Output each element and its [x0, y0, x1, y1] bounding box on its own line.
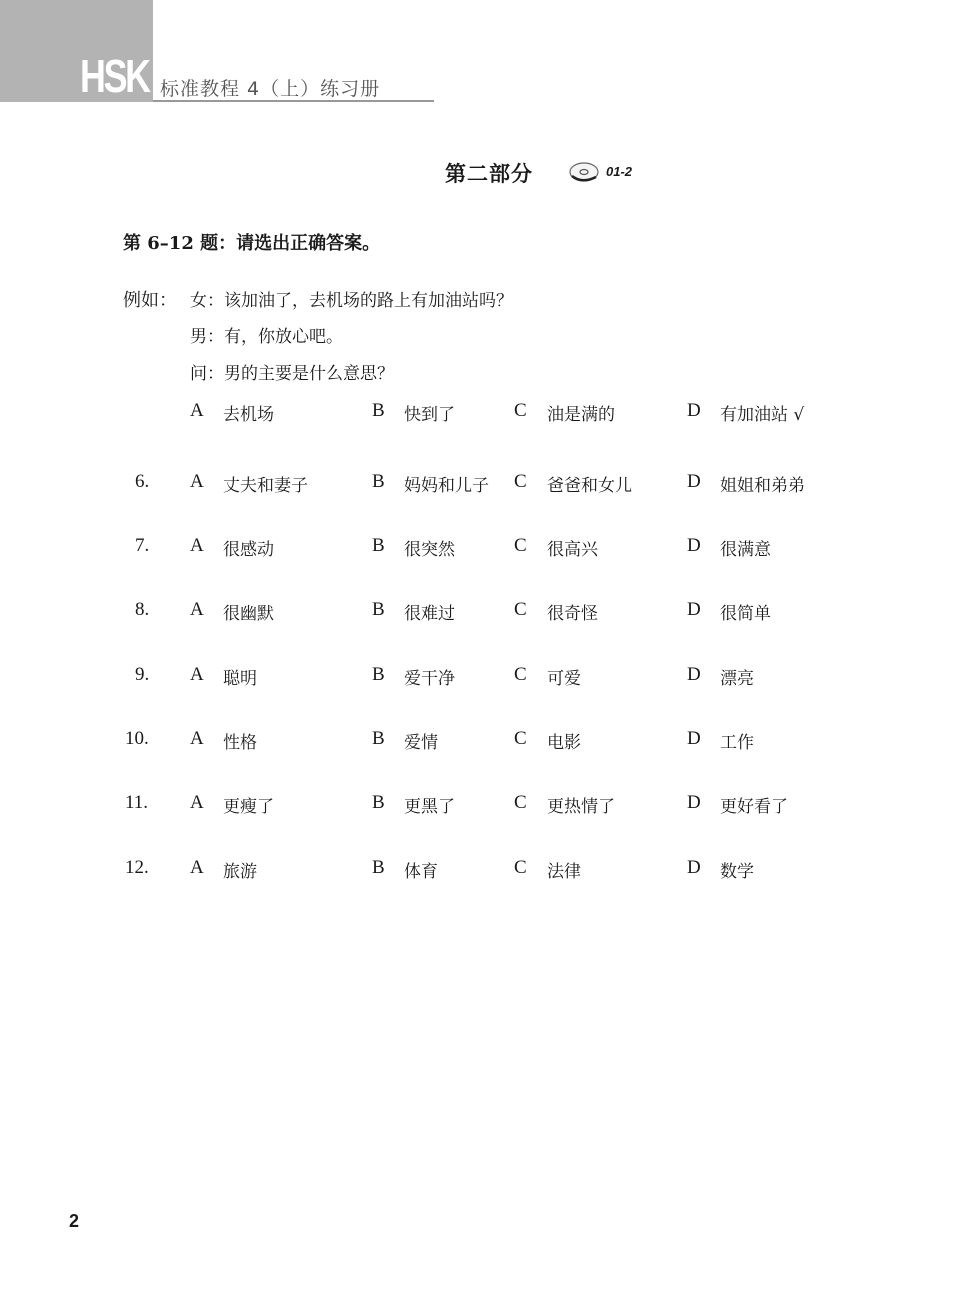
- option-text: 更热情了: [547, 797, 615, 817]
- option-letter: B: [372, 599, 385, 620]
- question-number: 7.: [135, 535, 150, 556]
- option-letter: D: [687, 792, 701, 813]
- option-text: 姐姐和弟弟: [720, 476, 805, 496]
- option-text: 很突然: [404, 540, 455, 560]
- option-text: 油是满的: [547, 405, 615, 425]
- question-row: [0, 535, 960, 565]
- question-row: [0, 728, 960, 758]
- option-letter: A: [190, 664, 204, 685]
- option-letter: A: [190, 471, 204, 492]
- book-title: 标准教程 4（上）练习册: [160, 78, 381, 100]
- option-letter: D: [687, 471, 701, 492]
- example-label: 例如：: [123, 290, 177, 311]
- option-letter: C: [514, 792, 527, 813]
- option-letter: D: [687, 400, 701, 421]
- option-text: 很感动: [223, 540, 274, 560]
- option-letter: A: [190, 857, 204, 878]
- question-number: 10.: [125, 728, 149, 749]
- option-letter: C: [514, 535, 527, 556]
- option-text: 聪明: [223, 669, 257, 689]
- example-options: [0, 400, 960, 430]
- option-letter: D: [687, 664, 701, 685]
- option-letter: C: [514, 857, 527, 878]
- option-letter: C: [514, 599, 527, 620]
- option-text: 很难过: [404, 604, 455, 624]
- example-dialog-woman: 女：该加油了，去机场的路上有加油站吗？: [190, 291, 513, 311]
- option-letter: A: [190, 535, 204, 556]
- option-text: 性格: [223, 733, 257, 753]
- option-text: 很奇怪: [547, 604, 598, 624]
- option-letter: D: [687, 857, 701, 878]
- option-letter: D: [687, 535, 701, 556]
- option-text: 电影: [547, 733, 581, 753]
- question-row: [0, 857, 960, 887]
- option-text-correct: 有加油站 √: [720, 405, 805, 425]
- option-letter: A: [190, 728, 204, 749]
- option-text: 更好看了: [720, 797, 788, 817]
- option-text: 更黑了: [404, 797, 455, 817]
- option-text: 工作: [720, 733, 754, 753]
- option-letter: B: [372, 664, 385, 685]
- hsk-logo: HSK: [80, 50, 149, 102]
- option-letter: D: [687, 728, 701, 749]
- question-number: 6.: [135, 471, 150, 492]
- question-number: 9.: [135, 664, 150, 685]
- option-text: 妈妈和儿子: [404, 476, 489, 496]
- question-row: [0, 471, 960, 501]
- question-number: 12.: [125, 857, 149, 878]
- section-title: 第二部分: [445, 162, 533, 186]
- instructions: 第 6–12 题：请选出正确答案。: [123, 233, 381, 254]
- question-row: [0, 599, 960, 629]
- option-text: 去机场: [223, 405, 274, 425]
- option-letter: B: [372, 535, 385, 556]
- option-letter: C: [514, 471, 527, 492]
- option-text: 很高兴: [547, 540, 598, 560]
- question-number: 11.: [125, 792, 149, 813]
- option-text: 爱情: [404, 733, 438, 753]
- audio-track-label: 01-2: [606, 164, 633, 179]
- option-letter: B: [372, 792, 385, 813]
- option-letter: A: [190, 400, 204, 421]
- option-letter: C: [514, 664, 527, 685]
- option-text: 更瘦了: [223, 797, 274, 817]
- question-row: [0, 792, 960, 822]
- option-letter: B: [372, 471, 385, 492]
- option-text: 数学: [720, 862, 754, 882]
- question-number: 8.: [135, 599, 150, 620]
- option-letter: B: [372, 728, 385, 749]
- option-text: 法律: [547, 862, 581, 882]
- example-question: 问：男的主要是什么意思？: [190, 364, 394, 384]
- cd-icon: [568, 160, 602, 184]
- option-text: 丈夫和妻子: [223, 476, 308, 496]
- option-text: 快到了: [404, 405, 455, 425]
- option-text: 很幽默: [223, 604, 274, 624]
- page-number: 2: [69, 1211, 80, 1231]
- option-letter: A: [190, 792, 204, 813]
- option-letter: C: [514, 728, 527, 749]
- question-row: [0, 664, 960, 694]
- option-letter: D: [687, 599, 701, 620]
- option-text: 爱干净: [404, 669, 455, 689]
- option-text: 体育: [404, 862, 438, 882]
- option-text: 爸爸和女儿: [547, 476, 632, 496]
- option-letter: B: [372, 857, 385, 878]
- option-letter: B: [372, 400, 385, 421]
- header-divider: [153, 100, 434, 102]
- option-text: 很简单: [720, 604, 771, 624]
- example-dialog-man: 男：有，你放心吧。: [190, 327, 343, 347]
- option-letter: C: [514, 400, 527, 421]
- option-text: 很满意: [720, 540, 771, 560]
- option-text: 漂亮: [720, 669, 754, 689]
- option-letter: A: [190, 599, 204, 620]
- option-text: 旅游: [223, 862, 257, 882]
- option-text: 可爱: [547, 669, 581, 689]
